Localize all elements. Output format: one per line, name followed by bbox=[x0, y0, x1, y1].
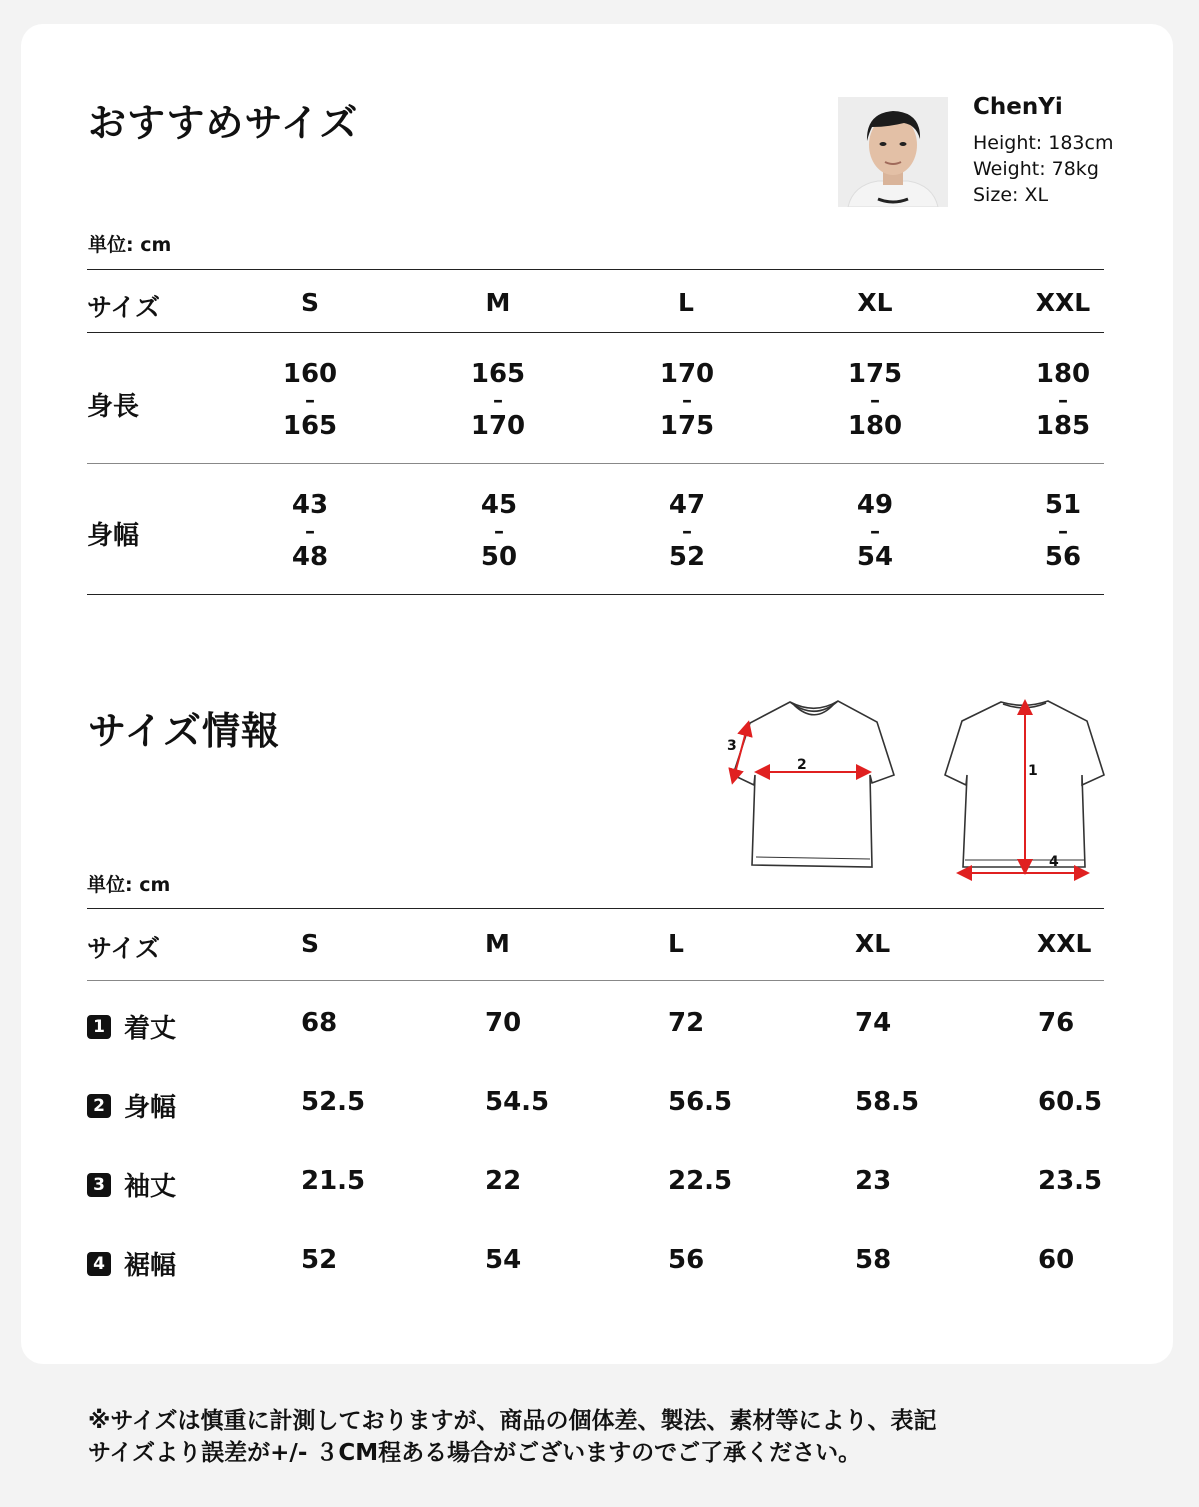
divider bbox=[87, 980, 1104, 981]
range-cell: 47 – 52 bbox=[668, 490, 706, 572]
footer-note-line2: サイズより誤差が+/- ３CM程ある場合がございますのでご了承ください。 bbox=[88, 1440, 862, 1466]
header-xl: XL bbox=[855, 929, 891, 958]
svg-text:1: 1 bbox=[1028, 763, 1038, 779]
value-cell: 23.5 bbox=[1038, 1166, 1103, 1196]
model-size: Size: XL bbox=[973, 184, 1049, 206]
divider bbox=[87, 908, 1104, 909]
divider bbox=[87, 269, 1104, 270]
value-cell: 54 bbox=[485, 1245, 522, 1275]
value-cell: 56 bbox=[668, 1245, 705, 1275]
value-cell: 60 bbox=[1038, 1245, 1075, 1275]
range-cell: 180 – 185 bbox=[1035, 359, 1091, 441]
range-cell: 175 – 180 bbox=[847, 359, 903, 441]
range-cell: 170 – 175 bbox=[659, 359, 715, 441]
svg-text:2: 2 bbox=[797, 757, 807, 773]
front-tshirt-icon bbox=[733, 701, 894, 867]
range-cell: 51 – 56 bbox=[1044, 490, 1082, 572]
row-label-width: 身幅 bbox=[87, 521, 140, 551]
number-badge-4: 4 bbox=[87, 1252, 111, 1276]
header-s: S bbox=[301, 929, 320, 958]
range-cell: 165 – 170 bbox=[470, 359, 526, 441]
model-weight: Weight: 78kg bbox=[973, 158, 1099, 180]
header-s: S bbox=[300, 288, 320, 317]
range-cell: 160 – 165 bbox=[282, 359, 338, 441]
divider bbox=[87, 332, 1104, 333]
range-cell: 49 – 54 bbox=[856, 490, 894, 572]
value-cell: 70 bbox=[485, 1008, 522, 1038]
value-cell: 58.5 bbox=[855, 1087, 920, 1117]
value-cell: 58 bbox=[855, 1245, 892, 1275]
header-l: L bbox=[678, 288, 694, 317]
row-label-sleeve: 3 袖丈 bbox=[87, 1166, 176, 1203]
recommend-unit: 単位: cm bbox=[88, 234, 172, 256]
header-size-label: サイズ bbox=[87, 934, 161, 963]
number-badge-1: 1 bbox=[87, 1015, 111, 1039]
sizeinfo-title: サイズ情報 bbox=[88, 709, 280, 753]
value-cell: 60.5 bbox=[1038, 1087, 1103, 1117]
sizeinfo-unit: 単位: cm bbox=[87, 874, 171, 896]
row-label-width: 2 身幅 bbox=[87, 1087, 176, 1124]
svg-text:4: 4 bbox=[1049, 854, 1059, 870]
value-cell: 56.5 bbox=[668, 1087, 733, 1117]
value-cell: 54.5 bbox=[485, 1087, 550, 1117]
divider bbox=[87, 594, 1104, 595]
header-m: M bbox=[485, 929, 510, 958]
value-cell: 74 bbox=[855, 1008, 892, 1038]
value-cell: 22 bbox=[485, 1166, 522, 1196]
row-label-height: 身長 bbox=[87, 392, 140, 422]
header-l: L bbox=[668, 929, 684, 958]
model-name: ChenYi bbox=[973, 94, 1063, 120]
model-portrait-icon bbox=[838, 97, 948, 207]
model-photo bbox=[838, 97, 948, 207]
header-xxl: XXL bbox=[1037, 929, 1092, 958]
number-badge-3: 3 bbox=[87, 1173, 111, 1197]
tshirt-diagram-icon bbox=[720, 695, 1120, 885]
header-xl: XL bbox=[857, 288, 893, 317]
divider bbox=[87, 463, 1104, 464]
value-cell: 52 bbox=[301, 1245, 338, 1275]
footer-note-line1: ※サイズは慎重に計測しておりますが、商品の個体差、製法、素材等により、表記 bbox=[88, 1408, 937, 1434]
size-card bbox=[21, 24, 1173, 1364]
header-m: M bbox=[485, 288, 511, 317]
value-cell: 21.5 bbox=[301, 1166, 366, 1196]
value-cell: 72 bbox=[668, 1008, 705, 1038]
model-height: Height: 183cm bbox=[973, 132, 1114, 154]
value-cell: 68 bbox=[301, 1008, 338, 1038]
row-label-hem: 4 裾幅 bbox=[87, 1245, 176, 1282]
number-badge-2: 2 bbox=[87, 1094, 111, 1118]
value-cell: 23 bbox=[855, 1166, 892, 1196]
value-cell: 22.5 bbox=[668, 1166, 733, 1196]
row-label-length: 1 着丈 bbox=[87, 1008, 176, 1045]
value-cell: 52.5 bbox=[301, 1087, 366, 1117]
header-xxl: XXL bbox=[1035, 288, 1091, 317]
svg-text:3: 3 bbox=[727, 738, 737, 754]
range-cell: 43 – 48 bbox=[291, 490, 329, 572]
recommend-title: おすすめサイズ bbox=[88, 101, 359, 145]
range-cell: 45 – 50 bbox=[480, 490, 518, 572]
value-cell: 76 bbox=[1038, 1008, 1075, 1038]
header-size-label: サイズ bbox=[87, 293, 161, 322]
